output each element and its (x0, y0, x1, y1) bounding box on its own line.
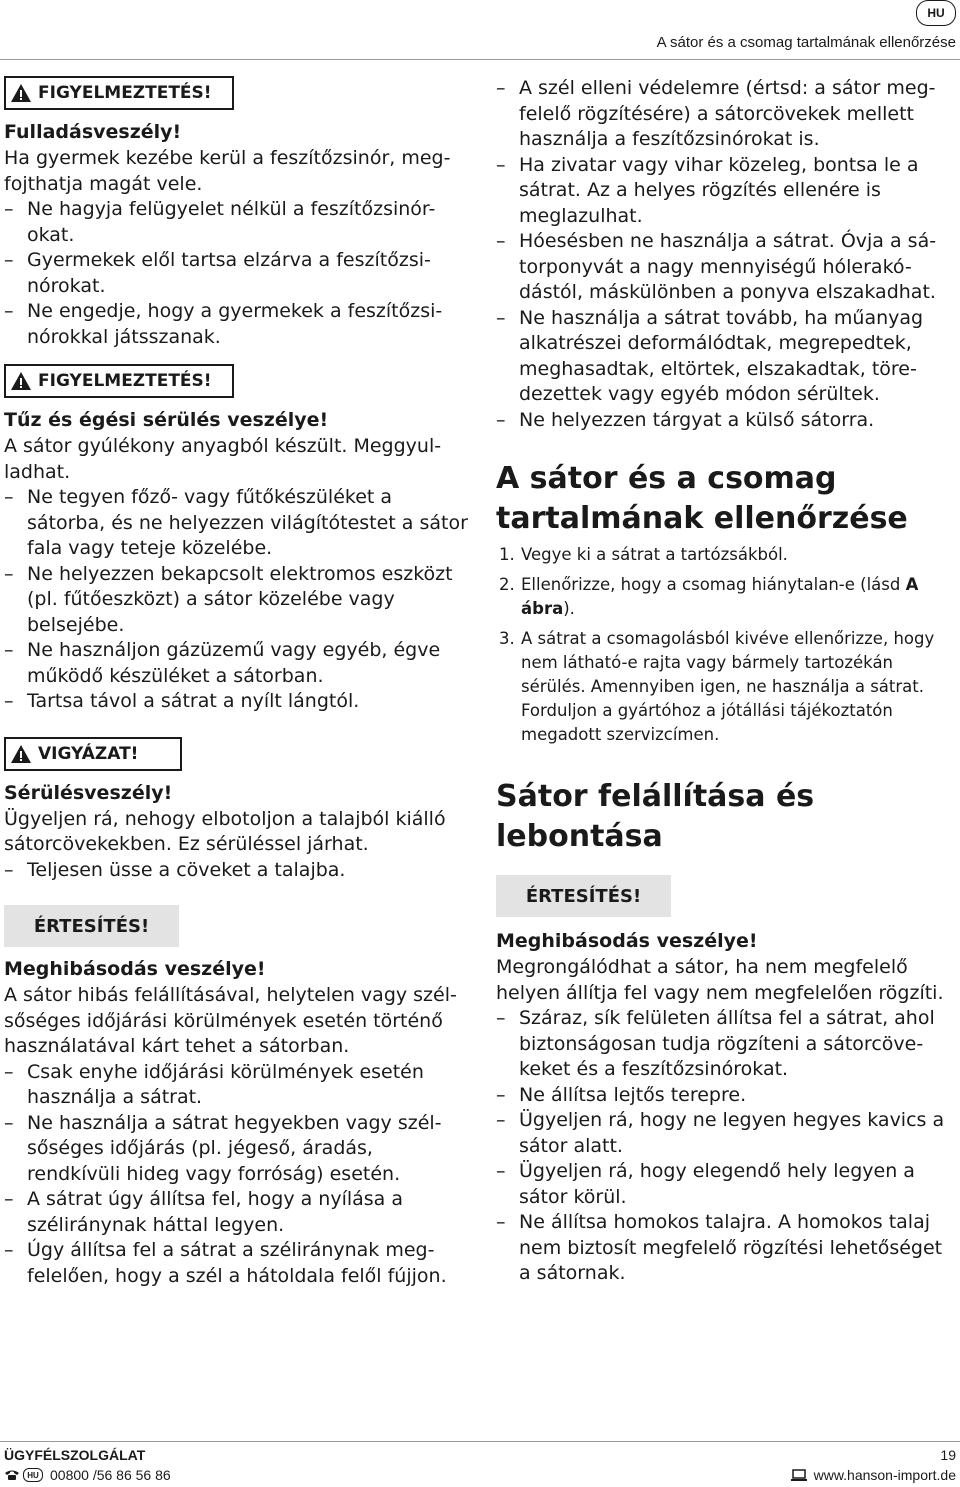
list-item: – Gyermekek elől tartsa elzárva a feszítőzsi-nórokat. (4, 248, 470, 299)
list-item: – Ügyeljen rá, hogy ne legyen hegyes kavics a sátor alatt. (496, 1108, 958, 1159)
list-item: – Úgy állítsa fel a sátrat a széliránynak meg-felelően, hogy a szél a hátoldala felől fújjon. (4, 1238, 470, 1289)
step-item (496, 627, 958, 747)
hazard-text: Ha gyermek kezébe kerül a feszítőzsinór, meg-fojthatja magát vele. (4, 147, 451, 195)
website (790, 1467, 956, 1483)
page-header-title: A sátor és a csomag tartalmának ellenőrzése (656, 34, 956, 51)
list-item: – Ne engedje, hogy a gyermekek a feszítőzsi-nórokkal játsszanak. (4, 299, 470, 350)
hazard-heading: Fulladásveszély! (4, 121, 182, 143)
caution-box (4, 737, 182, 771)
warning-triangle-icon (10, 371, 32, 391)
warning-box-fire (4, 364, 234, 398)
notice-box: ÉRTESÍTÉS! (496, 875, 671, 917)
computer-icon (790, 1469, 808, 1482)
list-item: – Ne állítsa lejtős terepre. (496, 1083, 958, 1109)
hazard-list (4, 1060, 470, 1290)
hazard-list (4, 858, 470, 884)
step-text: ). (563, 599, 575, 618)
customer-service-label: ÜGYFÉLSZOLGÁLAT (4, 1447, 146, 1463)
hotline-number[interactable]: 00800 /56 86 56 86 (50, 1467, 171, 1483)
website-link[interactable]: www.hanson-import.de (813, 1467, 956, 1483)
notice-box: ÉRTESÍTÉS! (4, 905, 179, 947)
hazard-list (4, 485, 470, 715)
figure-reference: A ábra (521, 575, 919, 618)
left-column (4, 76, 470, 1289)
footer-divider (0, 1441, 960, 1442)
step-number: 1. (499, 545, 515, 564)
hazard-heading: Sérülésveszély! (4, 781, 173, 804)
list-item: – Teljesen üsse a cöveket a talajba. (4, 858, 470, 884)
section-title-setup: Sátor felállítása és lebontása (496, 779, 815, 854)
step-item (496, 543, 958, 567)
list-item: – A sátrat úgy állítsa fel, hogy a nyílása a széliránynak háttal legyen. (4, 1187, 470, 1238)
list-item: – Csak enyhe időjárási körülmények esetén használja a sátrat. (4, 1060, 470, 1111)
hazard-text: A sátor hibás felállításával, helytelen vagy szél-sőséges időjárási körülmények esetén történő használatával kárt tehet a sátorban. (4, 984, 457, 1057)
warning-triangle-icon (10, 83, 32, 103)
caution-label: VIGYÁZAT! (38, 743, 139, 764)
list-item: – Tartsa távol a sátrat a nyílt lángtól. (4, 689, 470, 715)
hazard-heading: Meghibásodás veszélye! (4, 958, 266, 980)
list-item: – Ne helyezzen tárgyat a külső sátorra. (496, 408, 958, 434)
list-item: – Ne hagyja felügyelet nélkül a feszítőzsinór-okat. (4, 197, 470, 248)
hazard-list (496, 76, 958, 433)
list-item: – Száraz, sík felületen állítsa fel a sátrat, ahol biztonságosan tudja rögzíteni a sátorcöve-keket és a feszítőzsinórokat. (496, 1006, 958, 1083)
list-item: – Ne állítsa homokos talajra. A homokos talaj nem biztosít megfelelő rögzítési lehetőséget a sátornak. (496, 1210, 958, 1287)
step-text: A sátrat a csomagolásból kivéve ellenőrizze, hogy nem látható-e rajta vagy bármely tartozékán sérülés. Amennyiben igen, ne használja a sátrat. Forduljon a gyártóhoz a jótállási tájékoztatón megadott szervizcímen. (521, 629, 935, 744)
phone-icon (4, 1469, 20, 1481)
list-item: – A szél elleni védelemre (értsd: a sátor meg-felelő rögzítésére) a sátorcövekek mellett használja a feszítőzsinórokat is. (496, 76, 958, 153)
list-item: – Ne tegyen főző- vagy fűtőkészüléket a sátorba, és ne helyezzen világítótestet a sátor fala vagy teteje közelébe. (4, 485, 470, 562)
section-title-check: A sátor és a csomag tartalmának ellenőrzése (496, 461, 908, 536)
list-item: – Ügyeljen rá, hogy elegendő hely legyen a sátor körül. (496, 1159, 958, 1210)
hotline (4, 1467, 171, 1483)
warning-label: FIGYELMEZTETÉS! (38, 83, 212, 103)
language-badge: HU (916, 0, 956, 26)
page-number: 19 (940, 1447, 956, 1463)
list-item: – Ne használja a sátrat tovább, ha műanyag alkatrészei deformálódtak, megrepedtek, meghasadtak, eltörtek, elszakadtak, töre-dezettek vagy egyéb módon sérültek. (496, 306, 958, 408)
hotline-language-badge: HU (23, 1468, 43, 1482)
hazard-text: A sátor gyúlékony anyagból készült. Meggyul-ladhat. (4, 435, 442, 483)
hazard-list (496, 1006, 958, 1287)
step-item (496, 573, 958, 621)
step-number: 2. (499, 575, 515, 594)
hazard-heading: Tűz és égési sérülés veszélye! (4, 409, 329, 431)
hazard-heading: Meghibásodás veszélye! (496, 930, 758, 952)
hazard-list (4, 197, 470, 350)
step-text: Ellenőrizze, hogy a csomag hiánytalan-e (lásd (521, 575, 906, 594)
steps-list (496, 543, 958, 747)
step-text: Vegye ki a sátrat a tartózsákból. (521, 545, 788, 564)
warning-label: FIGYELMEZTETÉS! (38, 371, 212, 391)
list-item: – Ne használja a sátrat hegyekben vagy szél-sőséges időjárás (pl. jégeső, áradás, rendkívüli hideg vagy forróság) esetén. (4, 1111, 470, 1188)
hazard-text: Megrongálódhat a sátor, ha nem megfelelő helyen állítja fel vagy nem megfelelően rögzíti. (496, 956, 944, 1004)
right-column (496, 76, 958, 1287)
list-item: – Ha zivatar vagy vihar közeleg, bontsa le a sátrat. Az a helyes rögzítés ellenére is meglazulhat. (496, 153, 958, 230)
warning-triangle-icon (10, 744, 32, 764)
header-divider (0, 59, 960, 60)
warning-box-suffocation (4, 76, 234, 110)
step-number: 3. (499, 629, 515, 648)
hazard-text: Ügyeljen rá, nehogy elbotoljon a talajból kiálló sátorcövekekben. Ez sérüléssel járhat. (4, 807, 446, 855)
list-item: – Ne használjon gázüzemű vagy egyéb, égve működő készüléket a sátorban. (4, 638, 470, 689)
list-item: – Ne helyezzen bekapcsolt elektromos eszközt (pl. fűtőeszközt) a sátor közelébe vagy belsejébe. (4, 562, 470, 639)
list-item: – Hóesésben ne használja a sátrat. Óvja a sá-torponyvát a nagy mennyiségű hólerakó-dástól, máskülönben a ponyva elszakadhat. (496, 229, 958, 306)
